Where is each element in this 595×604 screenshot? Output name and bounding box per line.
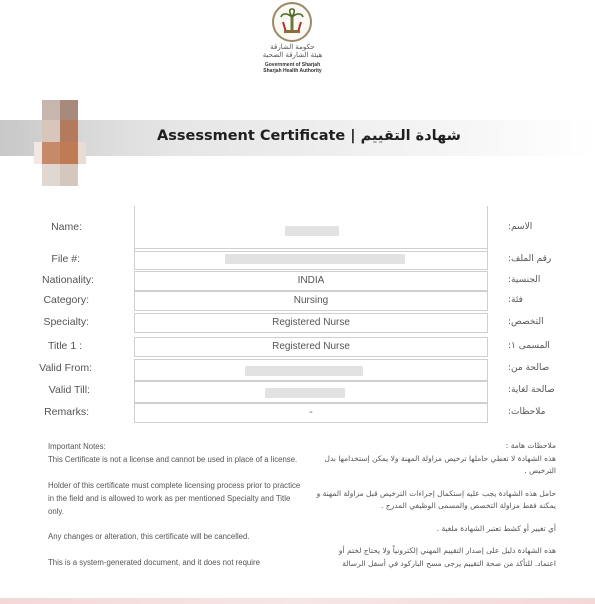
org-ar-line-2: هيئة الشارقة الصحية [262,51,323,59]
name-label-ar: الاسم: [508,222,533,232]
note-3-ar: أي تغيير أو كشط تعتبر الشهادة ملغية . [436,523,556,533]
specialty-label-ar: التخصص: [508,317,544,327]
category-label: Category: [43,294,89,306]
valid-from-label-ar: صالحة من: [508,363,550,373]
government-emblem-logo [272,2,312,42]
notes-heading-ar: ملاحظات هامة : [505,441,556,450]
field-category [0,291,595,311]
field-remarks [0,403,595,423]
title1-value: Registered Nurse [134,337,488,357]
note-1: This Certificate is not a license and cannot be used in place of a license. [48,455,298,465]
important-notes-arabic [316,440,556,580]
note-1-ar: هذه الشهادة لا تعطي حاملها ترخيص مزاولة المهنة ولا يمكن إستخدامها بدل الترخيص . [324,453,556,475]
note-2: Holder of this certificate must complete licensing process prior to practice in the field and is allowed to work as per mentioned Specialty and Title only. [48,480,301,517]
category-value: Nursing [134,291,488,311]
valid-till-label: Valid Till: [48,384,90,396]
field-name [0,218,595,238]
valid-from-redaction [245,366,363,376]
file-redaction [225,254,405,264]
note-4-ar: هذه الشهادة دليل على إصدار التقييم المهني إلكترونياً ولا يحتاج لختم أو اعتماد. للتأكد من صحة التقييم يرجى مسح الباركود في أسفل الرسالة [338,546,556,568]
specialty-value: Registered Nurse [134,313,488,333]
valid-till-label-ar: صالحة لغاية: [508,385,555,395]
file-label: File #: [51,253,80,265]
bottom-edge-strip [0,598,595,604]
name-value [134,206,488,252]
important-notes-english [48,440,303,581]
note-2-ar: حامل هذه الشهادة يجب عليه إستكمال إجراءات الترخيص قبل مزاولة المهنة و يمكنه فقط مزاولة التخصص والمسمى الوظيفي المدرج . [316,488,556,510]
nationality-label: Nationality: [42,274,94,286]
field-file [0,250,595,270]
category-label-ar: فئة: [508,295,523,305]
specialty-label: Specialty: [43,316,89,328]
field-nationality [0,271,595,291]
remarks-value: - [134,403,488,423]
title1-label-ar: المسمى ١: [508,341,550,351]
remarks-label: Remarks: [44,406,89,418]
organization-name-english [230,62,355,74]
holder-photo-redacted [34,100,86,186]
field-valid-from [0,359,595,379]
file-value [134,248,488,270]
certificate-title: Assessment Certificate | شهادة التقييم [157,128,461,144]
title1-label: Title 1 : [47,340,82,352]
nationality-label-ar: الجنسية: [508,275,541,285]
organization-name-arabic [230,43,355,59]
notes-heading: Important Notes: [48,442,106,451]
valid-from-value [134,359,488,381]
nationality-value: INDIA [134,271,488,291]
org-ar-line-1: حكومة الشارقة [270,43,315,51]
field-valid-till [0,381,595,401]
remarks-label-ar: ملاحظات: [508,407,546,417]
field-title-1 [0,337,595,357]
field-specialty [0,313,595,333]
valid-till-redaction [265,388,345,398]
note-4: This is a system-generated document, and it does not require [48,557,260,567]
org-en-line-2: Sharjah Health Authority [263,68,322,74]
valid-till-value [134,381,488,403]
file-label-ar: رقم الملف: [508,254,552,264]
note-3: Any changes or alteration, this certificate will be cancelled. [48,532,250,542]
name-redaction [285,226,339,236]
name-label: Name: [51,221,82,233]
org-en-line-1: Government of Sharjah [264,62,321,68]
valid-from-label: Valid From: [39,362,92,374]
